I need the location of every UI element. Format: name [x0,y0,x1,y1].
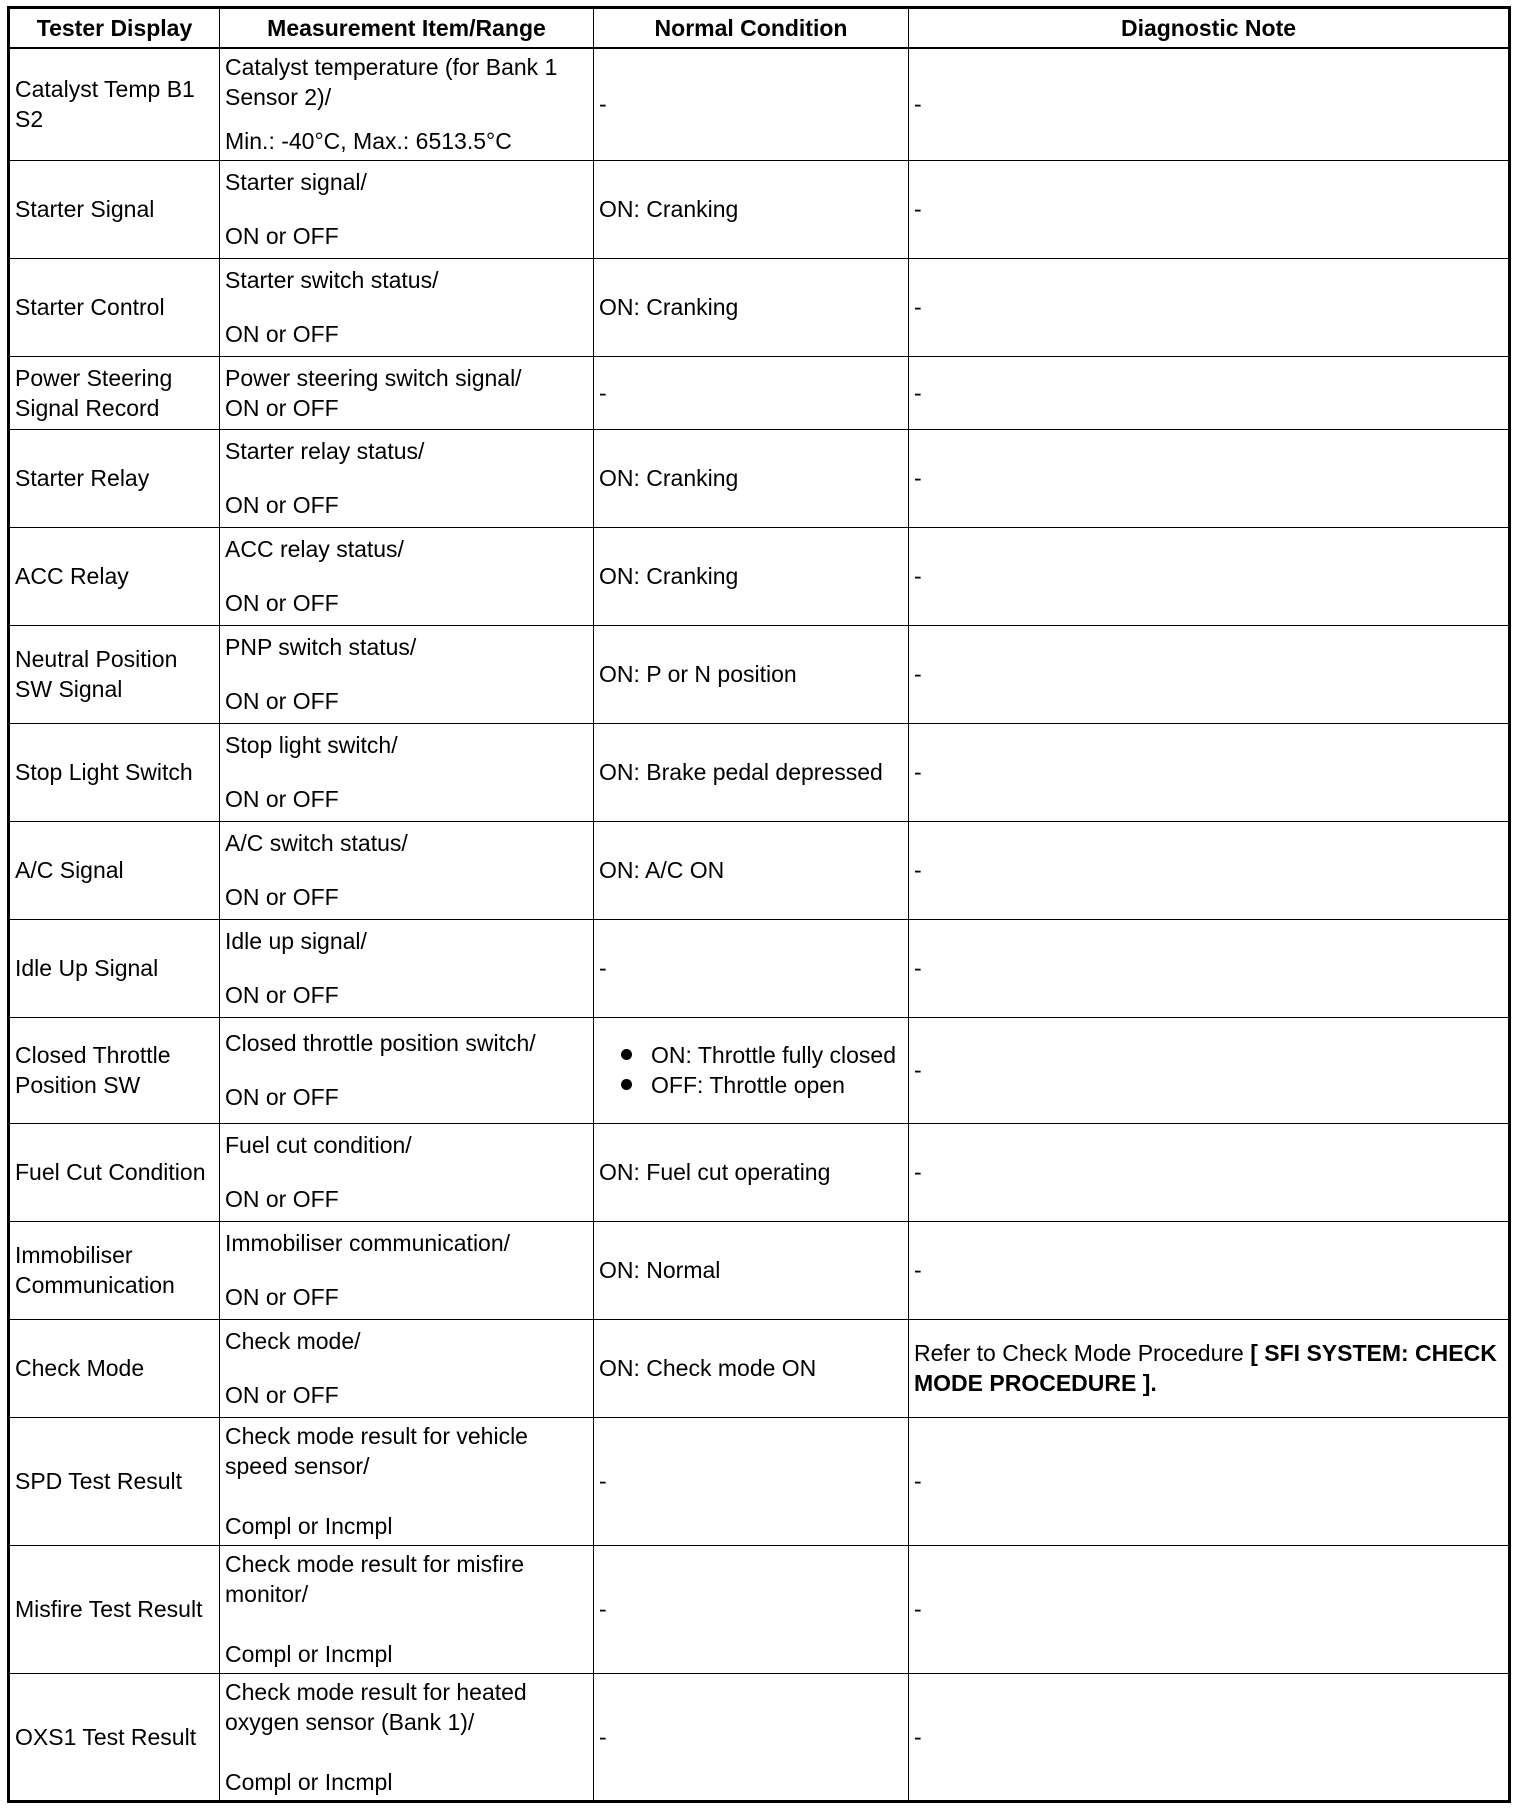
header-measurement-item: Measurement Item/Range [220,8,594,49]
normal-condition-cell: ON: Fuel cut operating [594,1123,909,1221]
tester-display-cell: Idle Up Signal [9,919,220,1017]
measurement-range: Compl or Incmpl [225,1768,393,1795]
measurement-item: Idle up signal/ [225,928,367,954]
measurement-item: Check mode/ [225,1328,361,1354]
diagnostic-note-cell: - [909,1123,1510,1221]
diagnostic-note-cell: - [909,429,1510,527]
measurement-range: ON or OFF [225,394,339,421]
table-row [9,625,1510,723]
measurement-range: ON or OFF [225,1284,339,1310]
diagnostic-note-cell: - [909,821,1510,919]
measurement-range: ON or OFF [225,1084,339,1110]
tester-display-cell: A/C Signal [9,821,220,919]
measurement-item: Closed throttle position switch/ [225,1030,536,1056]
diagnostic-note-cell: - [909,625,1510,723]
tester-display-cell: Starter Control [9,258,220,356]
measurement-cell [220,625,594,723]
diagnostic-note-cell: - [909,160,1510,258]
tester-display-cell: Neutral Position SW Signal [9,625,220,723]
normal-condition-cell: - [594,1673,909,1801]
measurement-cell [220,1017,594,1123]
diagnostic-note-text: Refer to Check Mode Procedure [914,1340,1244,1366]
measurement-range: ON or OFF [225,492,339,518]
measurement-item: Starter switch status/ [225,267,439,293]
measurement-item: Check mode result for vehicle speed sensor/ [225,1423,528,1479]
measurement-item: Check mode result for heated oxygen sensor (Bank 1)/ [225,1678,527,1735]
measurement-cell [220,527,594,625]
normal-condition-cell: ON: Cranking [594,527,909,625]
normal-condition-cell: ON: Cranking [594,429,909,527]
measurement-range: ON or OFF [225,223,339,249]
normal-condition-cell: ON: Cranking [594,258,909,356]
diagnostic-note-cell: - [909,258,1510,356]
measurement-range: Compl or Incmpl [225,1513,393,1539]
normal-condition-cell: - [594,1417,909,1545]
table-row [9,527,1510,625]
tester-display-cell: Starter Signal [9,160,220,258]
measurement-range: ON or OFF [225,786,339,812]
normal-condition-cell: ON: Cranking [594,160,909,258]
table-row [9,1545,1510,1673]
measurement-range: ON or OFF [225,1186,339,1212]
normal-condition-cell: ON: A/C ON [594,821,909,919]
list-item: ON: Throttle fully closed [619,1040,903,1070]
measurement-item: Starter relay status/ [225,438,425,464]
measurement-cell [220,429,594,527]
header-tester-display: Tester Display [9,8,220,49]
diagnostic-note-cell: - [909,1017,1510,1123]
measurement-cell [220,258,594,356]
table-row [9,1221,1510,1319]
table-row [9,723,1510,821]
table-row [9,48,1510,160]
tester-display-cell: Power Steering Signal Record [9,356,220,429]
measurement-range: Min.: -40°C, Max.: 6513.5°C [225,128,512,155]
measurement-item: Check mode result for misfire monitor/ [225,1551,525,1607]
table-row [9,1123,1510,1221]
measurement-range: ON or OFF [225,321,339,347]
measurement-cell [220,48,594,160]
diagnostic-note-cell: - [909,1545,1510,1673]
measurement-cell [220,919,594,1017]
normal-condition-cell: ON: Check mode ON [594,1319,909,1417]
tester-display-cell: Starter Relay [9,429,220,527]
tester-display-cell: ACC Relay [9,527,220,625]
tester-display-cell: Immobiliser Communication [9,1221,220,1319]
table-row [9,821,1510,919]
diagnostic-note-cell: - [909,1417,1510,1545]
diagnostic-note-cell: - [909,356,1510,429]
tester-display-cell: Check Mode [9,1319,220,1417]
normal-condition-cell: - [594,919,909,1017]
tester-display-cell: SPD Test Result [9,1417,220,1545]
diagnostic-note-cell: - [909,723,1510,821]
measurement-range: ON or OFF [225,884,339,910]
normal-condition-cell: - [594,1545,909,1673]
measurement-item: Catalyst temperature (for Bank 1 Sensor 2)/ [225,54,558,111]
measurement-cell [220,356,594,429]
measurement-cell [220,1545,594,1673]
measurement-range: ON or OFF [225,982,339,1008]
measurement-cell [220,160,594,258]
header-row [9,8,1510,49]
header-diagnostic-note: Diagnostic Note [909,8,1510,49]
normal-condition-cell: - [594,356,909,429]
normal-condition-cell [594,1017,909,1123]
diagnostic-note-cell: - [909,1673,1510,1801]
normal-condition-cell: ON: Normal [594,1221,909,1319]
measurement-item: Immobiliser communication/ [225,1230,511,1256]
measurement-range: ON or OFF [225,1382,339,1408]
measurement-cell [220,1123,594,1221]
data-list-table [7,6,1511,1803]
measurement-cell [220,1319,594,1417]
diagnostic-note-cell [909,1319,1510,1417]
procedure-reference-link[interactable]: [ SFI SYSTEM: CHECK MODE PROCEDURE ]. [914,1340,1497,1396]
measurement-cell [220,821,594,919]
table-row [9,356,1510,429]
measurement-item: Power steering switch signal/ [225,364,522,391]
measurement-item: Fuel cut condition/ [225,1132,412,1158]
diagnostic-note-cell: - [909,527,1510,625]
table-row [9,1417,1510,1545]
measurement-item: ACC relay status/ [225,536,404,562]
diagnostic-note-cell: - [909,919,1510,1017]
table-row [9,429,1510,527]
table-row [9,919,1510,1017]
measurement-item: A/C switch status/ [225,830,408,856]
tester-display-cell: OXS1 Test Result [9,1673,220,1801]
tester-display-cell: Fuel Cut Condition [9,1123,220,1221]
normal-condition-list [599,1040,903,1100]
table-row [9,1673,1510,1801]
tester-display-cell: Catalyst Temp B1 S2 [9,48,220,160]
normal-condition-cell: ON: Brake pedal depressed [594,723,909,821]
tester-display-cell: Closed Throttle Position SW [9,1017,220,1123]
diagnostic-note-cell: - [909,1221,1510,1319]
table-row [9,160,1510,258]
normal-condition-cell: ON: P or N position [594,625,909,723]
tester-display-cell: Stop Light Switch [9,723,220,821]
table-row [9,258,1510,356]
table-row [9,1319,1510,1417]
tester-display-cell: Misfire Test Result [9,1545,220,1673]
measurement-range: ON or OFF [225,688,339,714]
measurement-item: Starter signal/ [225,169,367,195]
header-normal-condition: Normal Condition [594,8,909,49]
normal-condition-cell: - [594,48,909,160]
list-item: OFF: Throttle open [619,1070,903,1100]
measurement-range: Compl or Incmpl [225,1641,393,1667]
measurement-item: PNP switch status/ [225,634,417,660]
measurement-item: Stop light switch/ [225,732,398,758]
measurement-cell [220,1417,594,1545]
table-row [9,1017,1510,1123]
measurement-range: ON or OFF [225,590,339,616]
measurement-cell [220,723,594,821]
measurement-cell [220,1221,594,1319]
diagnostic-note-cell: - [909,48,1510,160]
measurement-cell [220,1673,594,1801]
